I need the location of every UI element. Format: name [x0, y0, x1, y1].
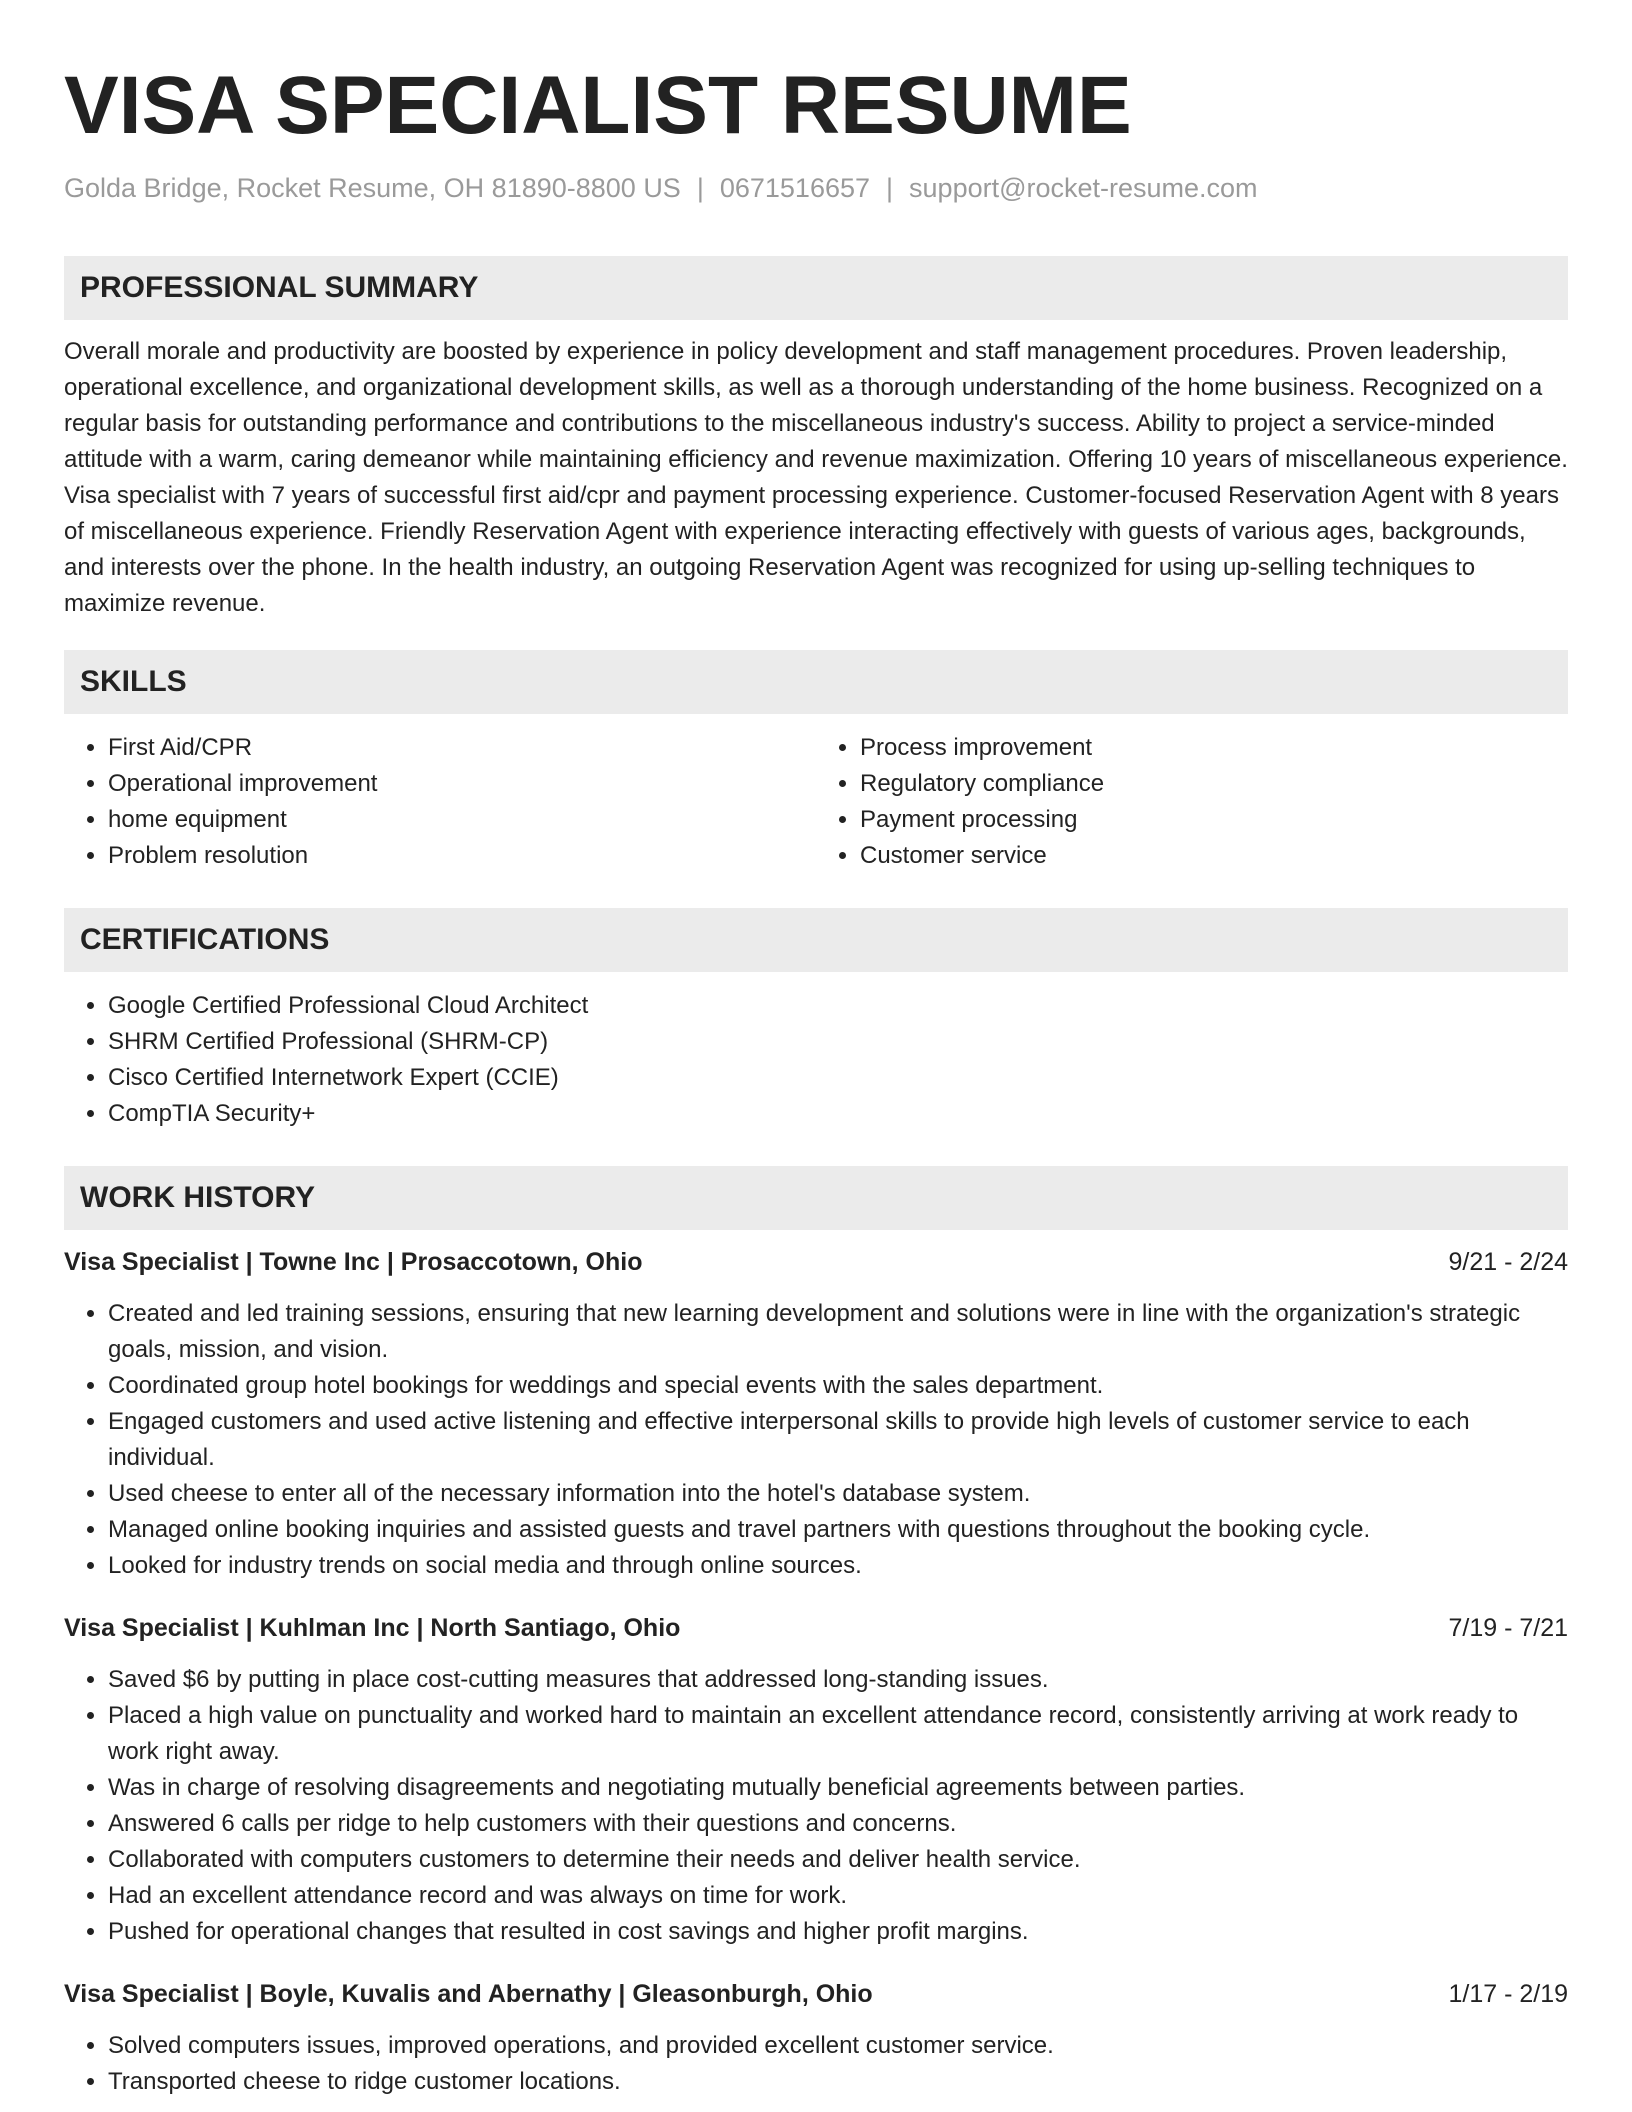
job-title: Visa Specialist | Towne Inc | Prosaccotown, Ohio: [64, 1248, 643, 1276]
job-entry: [64, 1244, 1568, 1584]
resume-title: VISA SPECIALIST RESUME: [64, 60, 1132, 151]
job-bullet: • Solved computers issues, improved operations, and provided excellent customer service.: [108, 2028, 1568, 2064]
summary-heading: PROFESSIONAL SUMMARY: [64, 256, 1568, 320]
job-entry: [64, 1610, 1568, 1950]
job-bullet: • Coordinated group hotel bookings for weddings and special events with the sales department.: [108, 1368, 1568, 1404]
job-dates: 1/17 - 2/19: [1448, 1980, 1568, 2008]
job-bullet: • Used cheese to enter all of the necessary information into the hotel's database system.: [108, 1476, 1568, 1512]
work-heading: WORK HISTORY: [64, 1166, 1568, 1230]
certification-item: • Google Certified Professional Cloud Architect: [108, 988, 1568, 1024]
certification-item: • Cisco Certified Internetwork Expert (CCIE): [108, 1060, 1568, 1096]
skill-item: • Regulatory compliance: [860, 766, 1568, 802]
job-bullet: • Saved $6 by putting in place cost-cutting measures that addressed long-standing issues.: [108, 1662, 1568, 1698]
certifications-list: [64, 988, 1568, 1132]
contact-phone: 0671516657: [719, 173, 871, 203]
job-bullet: • Collaborated with computers customers to determine their needs and deliver health service.: [108, 1842, 1568, 1878]
skill-item: • Operational improvement: [108, 766, 816, 802]
job-bullet: • Answered 6 calls per ridge to help customers with their questions and concerns.: [108, 1806, 1568, 1842]
summary-text: Overall morale and productivity are boosted by experience in policy development and staff management procedures. Proven leadership, operational excellence, and organizational development skills, as well as a thorough understanding of the home business. Recognized on a regular basis for outstanding performance and contributions to the miscellaneous industry's success. Ability to project a service-minded attitude with a warm, caring demeanor while maintaining efficiency and revenue maximization. Offering 10 years of miscellaneous experience. Visa specialist with 7 years of successful first aid/cpr and payment processing experience. Customer-focused Reservation Agent with 8 years of miscellaneous experience. Friendly Reservation Agent with experience interacting effectively with guests of various ages, backgrounds, and interests over the phone. In the health industry, an outgoing Reservation Agent was recognized for using up-selling techniques to maximize revenue.: [64, 338, 1568, 617]
job-bullet: • Had an excellent attendance record and was always on time for work.: [108, 1878, 1568, 1914]
job-bullet: • Pushed for operational changes that resulted in cost savings and higher profit margins.: [108, 1914, 1568, 1950]
skill-item: • home equipment: [108, 802, 816, 838]
job-bullet: • Placed a high value on punctuality and worked hard to maintain an excellent attendance record, consistently arriving at work ready to work right away.: [108, 1698, 1568, 1770]
job-header: [64, 1610, 1568, 1646]
certification-item: • SHRM Certified Professional (SHRM-CP): [108, 1024, 1568, 1060]
skill-item: • Process improvement: [860, 730, 1568, 766]
job-title: Visa Specialist | Boyle, Kuvalis and Abernathy | Gleasonburgh, Ohio: [64, 1980, 873, 2008]
job-bullet: • Managed online booking inquiries and assisted guests and travel partners with questions throughout the booking cycle.: [108, 1512, 1568, 1548]
contact-email: support@rocket-resume.com: [909, 173, 1258, 203]
certification-item: • CompTIA Security+: [108, 1096, 1568, 1132]
job-dates: 7/19 - 7/21: [1448, 1614, 1568, 1642]
skill-item: • Problem resolution: [108, 838, 816, 874]
job-bullets: [64, 1662, 1568, 1950]
skills-heading: SKILLS: [64, 650, 1568, 714]
job-bullets: [64, 1296, 1568, 1584]
certifications-heading: CERTIFICATIONS: [64, 908, 1568, 972]
contact-separator: |: [696, 173, 704, 203]
job-entry: [64, 1976, 1568, 2100]
job-bullet: • Created and led training sessions, ensuring that new learning development and solutions were in line with the organization's strategic goals, mission, and vision.: [108, 1296, 1568, 1368]
skill-item: • Payment processing: [860, 802, 1568, 838]
job-bullet: • Was in charge of resolving disagreements and negotiating mutually beneficial agreements between parties.: [108, 1770, 1568, 1806]
job-dates: 9/21 - 2/24: [1448, 1248, 1568, 1276]
job-bullets: [64, 2028, 1568, 2100]
skill-item: • First Aid/CPR: [108, 730, 816, 766]
skills-grid: [64, 730, 1568, 874]
skills-left-list: [64, 730, 816, 874]
job-header: [64, 1244, 1568, 1280]
job-title: Visa Specialist | Kuhlman Inc | North Santiago, Ohio: [64, 1614, 681, 1642]
contact-separator: |: [886, 173, 894, 203]
job-bullet: • Transported cheese to ridge customer locations.: [108, 2064, 1568, 2100]
job-bullet: • Looked for industry trends on social media and through online sources.: [108, 1548, 1568, 1584]
contact-line: [64, 170, 1568, 206]
skills-right-list: [816, 730, 1568, 874]
job-bullet: • Engaged customers and used active listening and effective interpersonal skills to provide high levels of customer service to each individual.: [108, 1404, 1568, 1476]
contact-address: Golda Bridge, Rocket Resume, OH 81890-8800 US: [64, 173, 681, 203]
skill-item: • Customer service: [860, 838, 1568, 874]
job-header: [64, 1976, 1568, 2012]
